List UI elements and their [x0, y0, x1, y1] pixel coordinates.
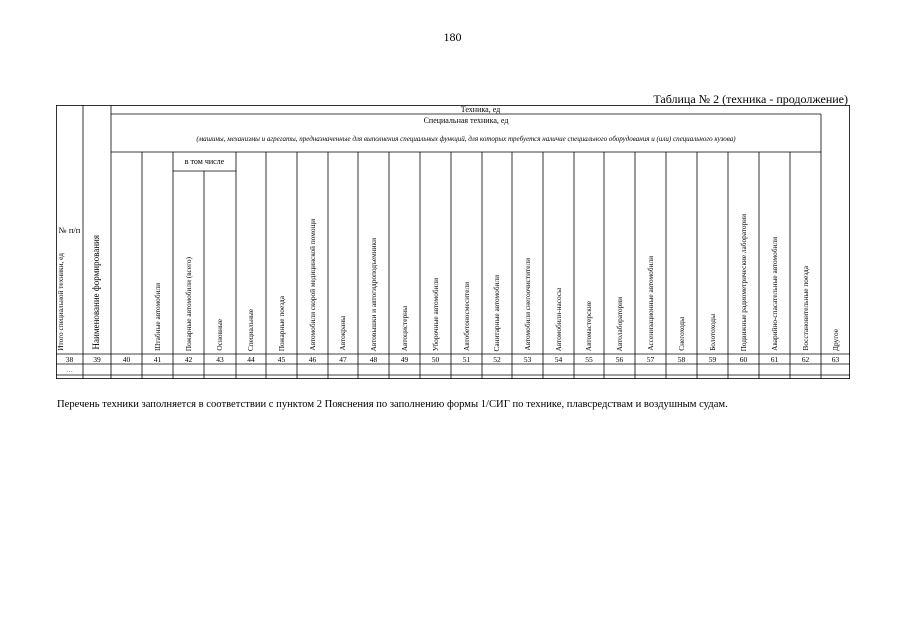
column-number-cell: 46: [308, 354, 317, 364]
column-number-cell: 51: [462, 354, 471, 364]
column-number-cell: 42: [184, 354, 193, 364]
column-number-cell: 44: [247, 354, 255, 364]
column-header-9: Автоцистерны: [399, 305, 409, 351]
column-header-16: Автолаборатории: [614, 296, 624, 351]
column-number-cell: 48: [369, 354, 378, 364]
column-number-cell: 40: [122, 354, 131, 364]
column-header-15: Автомастерские: [584, 300, 593, 351]
header-row-number: № п/п: [58, 225, 81, 235]
column-number-cell: 50: [431, 354, 440, 364]
column-number-cell: 49: [400, 354, 409, 364]
column-header-20: Подвижные радиометрические лаборатории: [738, 213, 748, 351]
column-number-cell: 60: [739, 354, 748, 364]
column-header-8: Автовышки и автогидроподъемники: [368, 237, 378, 351]
equipment-table: [56, 105, 850, 379]
column-header-14: Автомобили-насосы: [553, 287, 563, 351]
column-number-cell: 55: [585, 354, 593, 364]
header-special-equipment: Специальная техника, ед: [423, 116, 509, 125]
column-header-5: Пожарные поезда: [276, 295, 286, 351]
column-header-23: Другое: [830, 329, 840, 351]
column-header-7: Автокраны: [338, 316, 347, 351]
column-header-13: Автомобили снегоочистители: [522, 258, 532, 351]
column-number-cell: 62: [801, 354, 810, 364]
ellipsis-cell: …: [66, 365, 73, 374]
column-header-22: Восстановительные поезда: [800, 266, 810, 351]
column-number-cell: 43: [216, 354, 224, 364]
column-number-cell: 47: [339, 354, 347, 364]
header-formation-name: Наименование формирования: [91, 234, 101, 349]
column-header-19: Болотоходы: [707, 314, 717, 351]
column-number-cell: 54: [554, 354, 563, 364]
column-number-cell: 53: [523, 354, 532, 364]
column-header-2: Пожарные автомобили (всего): [183, 256, 193, 351]
column-header-6: Автомобили скорой медицинской помощи: [307, 219, 317, 351]
column-header-18: Снегоходы: [676, 317, 686, 351]
column-header-17: Ассенизационные автомобили: [645, 256, 655, 351]
column-number-cell: 63: [831, 354, 840, 364]
column-header-11: Автобетоносмесители: [461, 282, 471, 351]
column-number-cell: 57: [646, 354, 655, 364]
page-number: 180: [443, 30, 462, 44]
column-number-cell: 45: [277, 354, 286, 364]
column-number-cell: 38: [65, 354, 74, 364]
column-number-cell: 41: [153, 354, 162, 364]
column-number-cell: 59: [708, 354, 717, 364]
column-header-1: Штабные автомобили: [152, 283, 162, 351]
table-caption: Таблица № 2 (техника - продолжение): [653, 92, 848, 106]
column-number-cell: 39: [93, 354, 101, 364]
column-number-cell: 58: [677, 354, 686, 364]
column-header-21: Аварийно-спасательные автомобили: [769, 237, 779, 351]
column-header-24: Итого специальной техники, ед: [56, 253, 65, 351]
column-number-cell: 52: [493, 354, 501, 364]
footnote: Перечень техники заполняется в соответствии с пунктом 2 Пояснения по заполнению формы 1/СИГ по технике, плавсредствам и воздушным судам.: [57, 399, 728, 410]
column-header-12: Санитарные автомобили: [492, 274, 501, 351]
column-number-cell: 61: [770, 354, 779, 364]
header-including: в том числе: [184, 157, 225, 166]
column-header-3: Основные: [215, 319, 224, 351]
column-number-cell: 56: [615, 354, 624, 364]
header-special-description: (машины, механизмы и агрегаты, предназначенные для выполнения специальных функций, для которых требуется наличие специального оборудования и (или) специального кузова): [196, 134, 736, 143]
column-header-10: Уборочные автомобили: [430, 277, 440, 351]
column-header-4: Специальные: [246, 308, 255, 351]
header-equipment: Техника, ед: [460, 105, 501, 114]
